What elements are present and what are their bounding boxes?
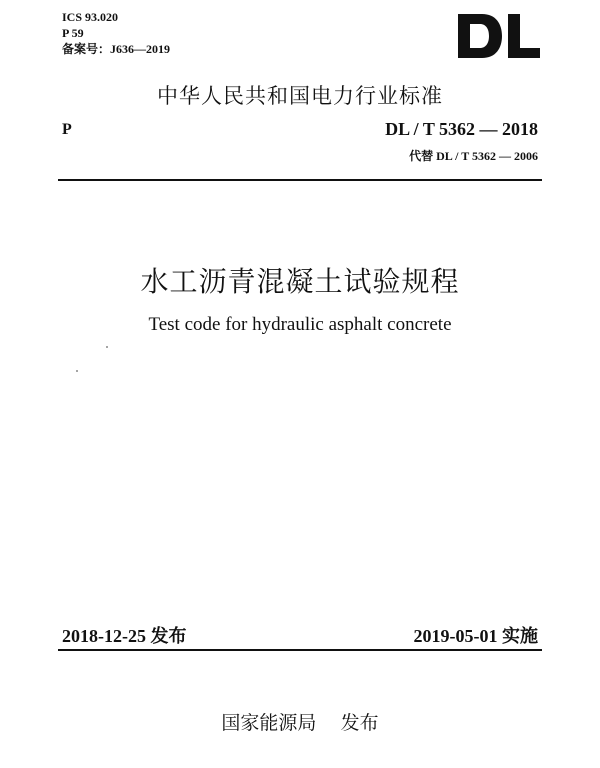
standard-number: DL / T 5362 — 2018 (385, 119, 538, 139)
chinese-title: 水工沥青混凝土试验规程 (140, 265, 460, 298)
bottom-divider (58, 649, 542, 651)
ics-code: ICS 93.020 (62, 10, 119, 24)
record-number: 备案号：J636—2019 (62, 42, 171, 56)
scan-speck (76, 370, 78, 372)
top-divider (58, 179, 542, 181)
dl-logo (456, 12, 542, 60)
ministry-title: 中华人民共和国电力行业标准 (157, 84, 443, 108)
issuing-authority: 国家能源局 发布 (221, 712, 379, 734)
issue-date: 2018-12-25 发布 (62, 626, 187, 646)
english-title: Test code for hydraulic asphalt concrete (148, 314, 452, 335)
scan-speck (106, 346, 108, 348)
classification-code: P 59 (62, 26, 84, 40)
implementation-date: 2019-05-01 实施 (413, 626, 538, 646)
replaces-standard: 代替 DL / T 5362 — 2006 (409, 149, 538, 163)
category-letter: P (62, 121, 72, 138)
